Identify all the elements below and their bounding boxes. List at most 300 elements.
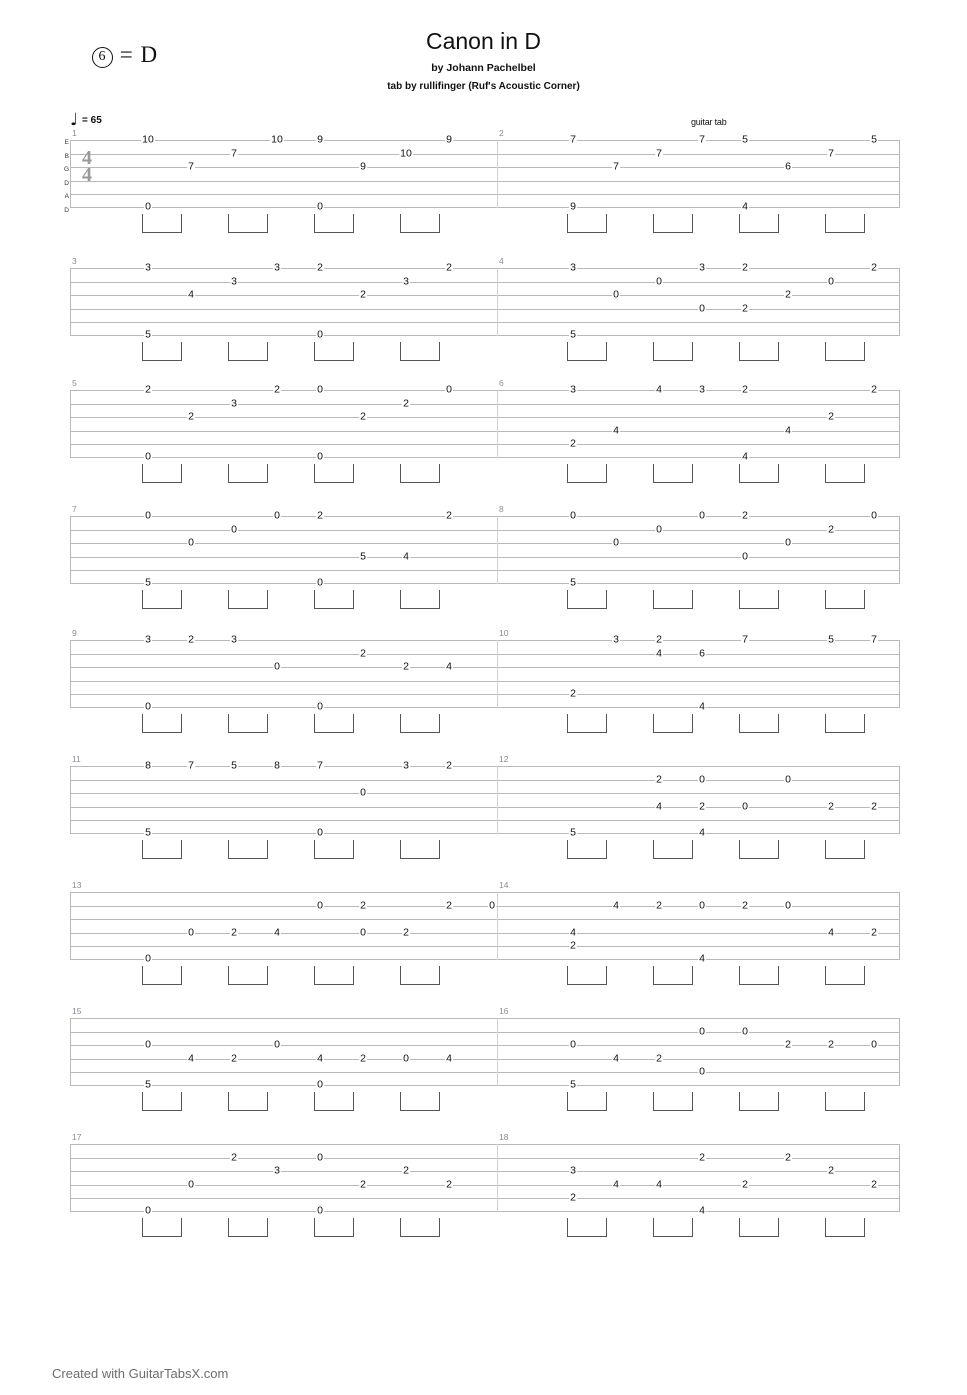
barline [497, 516, 498, 584]
fret-number: 0 [570, 1038, 576, 1051]
staff-line [70, 833, 900, 834]
fret-number: 3 [403, 759, 409, 772]
fret-number: 4 [403, 550, 409, 562]
fret-number: 0 [145, 1038, 151, 1051]
barline [70, 390, 71, 458]
fret-number: 5 [570, 576, 576, 589]
rhythm-beam [653, 342, 693, 361]
staff-line [70, 583, 900, 584]
rhythm-beam [825, 966, 865, 985]
fret-number: 5 [231, 759, 237, 772]
fret-number: 2 [317, 261, 323, 274]
time-signature [82, 147, 92, 186]
rhythm-beam [739, 1218, 779, 1237]
measure-number: 5 [72, 378, 77, 388]
fret-number: 5 [145, 826, 151, 839]
fret-number: 2 [360, 288, 366, 301]
rhythm-beam [142, 342, 182, 361]
staff-line [70, 207, 900, 208]
staff-line [70, 654, 900, 655]
string-name: G [63, 166, 69, 173]
staff-line [70, 194, 900, 195]
rhythm-beam [739, 214, 779, 233]
fret-number: 5 [871, 133, 877, 146]
rhythm-beam [567, 840, 607, 859]
fret-number: 2 [403, 1164, 409, 1177]
fret-number: 0 [699, 1025, 705, 1037]
measure-number: 10 [499, 628, 509, 638]
tab-staff [70, 390, 900, 458]
barline [497, 892, 498, 960]
barline [70, 268, 71, 336]
fret-number: 4 [613, 899, 619, 911]
fret-number: 2 [403, 397, 409, 409]
rhythm-beam [825, 840, 865, 859]
fret-number: 7 [231, 147, 237, 159]
rhythm-beam [228, 464, 268, 483]
fret-number: 2 [446, 509, 452, 522]
fret-number: 7 [317, 759, 323, 772]
fret-number: 0 [699, 1065, 705, 1078]
staff-line [70, 322, 900, 323]
instrument-label: guitar tab [691, 117, 727, 127]
fret-number: 3 [570, 261, 576, 274]
fret-number: 5 [360, 550, 366, 562]
fret-number: 2 [828, 523, 834, 535]
rhythm-beam [228, 1218, 268, 1237]
fret-number: 3 [274, 261, 280, 274]
fret-number: 10 [142, 133, 154, 146]
fret-number: 4 [570, 926, 576, 938]
fret-number: 2 [446, 899, 452, 911]
fret-number: 6 [785, 160, 791, 173]
rhythm-beam [653, 840, 693, 859]
fret-number: 7 [871, 633, 877, 646]
fret-number: 5 [570, 826, 576, 839]
fret-number: 0 [317, 328, 323, 341]
fret-number: 4 [188, 288, 194, 301]
fret-number: 2 [742, 383, 748, 396]
measure-number: 7 [72, 504, 77, 514]
fret-number: 4 [742, 450, 748, 463]
rhythm-beam [400, 1218, 440, 1237]
staff-line [70, 444, 900, 445]
fret-number: 0 [613, 536, 619, 549]
staff-line [70, 404, 900, 405]
fret-number: 6 [699, 647, 705, 659]
fret-number: 7 [699, 133, 705, 146]
fret-number: 4 [742, 200, 748, 213]
tab-staff [70, 268, 900, 336]
rhythm-beam [567, 464, 607, 483]
fret-number: 2 [656, 773, 662, 785]
tab-staff [70, 1018, 900, 1086]
rhythm-beam [228, 590, 268, 609]
fret-number: 2 [188, 633, 194, 646]
fret-number: 0 [742, 1025, 748, 1037]
staff-line [70, 181, 900, 182]
fret-number: 2 [871, 261, 877, 274]
tuning-note: = D [119, 42, 159, 67]
fret-number: 2 [828, 1038, 834, 1051]
tab-staff [70, 892, 900, 960]
fret-number: 3 [231, 397, 237, 409]
measure-number: 2 [499, 128, 504, 138]
time-signature-denominator: 4 [82, 164, 92, 186]
measure-number: 1 [72, 128, 77, 138]
fret-number: 0 [145, 509, 151, 522]
fret-number: 0 [145, 1204, 151, 1217]
staff-line [70, 140, 900, 141]
fret-number: 3 [145, 261, 151, 274]
rhythm-beam [567, 214, 607, 233]
tab-staff [70, 140, 900, 208]
measure-number: 12 [499, 754, 509, 764]
staff-line [70, 707, 900, 708]
staff-line [70, 946, 900, 947]
fret-number: 2 [317, 509, 323, 522]
fret-number: 9 [317, 133, 323, 146]
rhythm-beam [653, 214, 693, 233]
rhythm-beam [567, 590, 607, 609]
fret-number: 10 [400, 147, 412, 159]
rhythm-beam [314, 590, 354, 609]
rhythm-beam [567, 1092, 607, 1111]
fret-number: 2 [446, 759, 452, 772]
barline [70, 1018, 71, 1086]
fret-number: 2 [231, 1052, 237, 1064]
fret-number: 2 [742, 899, 748, 911]
measure-number: 18 [499, 1132, 509, 1142]
fret-number: 0 [145, 450, 151, 463]
staff-line [70, 780, 900, 781]
fret-number: 3 [145, 633, 151, 646]
rhythm-beam [400, 1092, 440, 1111]
footer-credit: Created with GuitarTabsX.com [52, 1366, 229, 1381]
fret-number: 4 [828, 926, 834, 938]
fret-number: 3 [403, 275, 409, 287]
fret-number: 0 [317, 899, 323, 911]
rhythm-beam [825, 714, 865, 733]
fret-number: 5 [570, 1078, 576, 1091]
staff-line [70, 1144, 900, 1145]
fret-number: 4 [785, 424, 791, 436]
fret-number: 3 [570, 1164, 576, 1177]
rhythm-beam [653, 966, 693, 985]
staff-line [70, 1032, 900, 1033]
rhythm-beam [739, 342, 779, 361]
fret-number: 0 [360, 926, 366, 938]
rhythm-beam [314, 840, 354, 859]
fret-number: 4 [699, 952, 705, 965]
fret-number: 0 [188, 536, 194, 549]
fret-number: 0 [785, 536, 791, 549]
rhythm-beam [567, 342, 607, 361]
measure-number: 17 [72, 1132, 82, 1142]
measure-number: 6 [499, 378, 504, 388]
fret-number: 7 [613, 160, 619, 173]
rhythm-beam [228, 840, 268, 859]
staff-line [70, 681, 900, 682]
fret-number: 3 [613, 633, 619, 646]
fret-number: 2 [871, 383, 877, 396]
rhythm-beam [825, 590, 865, 609]
fret-number: 0 [489, 899, 495, 911]
rhythm-beam [653, 1218, 693, 1237]
barline [899, 268, 900, 336]
barline [70, 1144, 71, 1212]
rhythm-beam [142, 840, 182, 859]
fret-number: 2 [656, 899, 662, 911]
time-signature-numerator: 4 [82, 147, 92, 169]
staff-line [70, 309, 900, 310]
fret-number: 4 [656, 1178, 662, 1190]
fret-number: 0 [699, 899, 705, 911]
fret-number: 5 [145, 576, 151, 589]
fret-number: 0 [785, 899, 791, 911]
rhythm-beam [314, 714, 354, 733]
string-name: D [64, 206, 69, 214]
fret-number: 9 [570, 200, 576, 213]
rhythm-beam [142, 590, 182, 609]
staff-line [70, 1171, 900, 1172]
rhythm-beam [825, 1218, 865, 1237]
page-title: Canon in D [425, 28, 542, 54]
rhythm-beam [142, 1092, 182, 1111]
rhythm-beam [228, 1092, 268, 1111]
tab-staff [70, 516, 900, 584]
fret-number: 0 [317, 1151, 323, 1163]
rhythm-beam [142, 1218, 182, 1237]
fret-number: 7 [656, 147, 662, 159]
fret-number: 0 [446, 383, 452, 396]
tab-staff [70, 640, 900, 708]
fret-number: 2 [785, 288, 791, 301]
fret-number: 2 [570, 1191, 576, 1204]
fret-number: 0 [317, 826, 323, 839]
fret-number: 2 [828, 410, 834, 423]
tabber-credit: tab by rullifinger (Ruf's Acoustic Corner) [387, 81, 580, 92]
fret-number: 2 [145, 383, 151, 396]
measure-number: 11 [72, 754, 81, 764]
fret-number: 4 [317, 1052, 323, 1064]
fret-number: 4 [656, 383, 662, 396]
fret-number: 2 [785, 1151, 791, 1163]
fret-number: 4 [656, 800, 662, 812]
tab-staff [70, 1144, 900, 1212]
fret-number: 0 [231, 523, 237, 535]
rhythm-beam [400, 214, 440, 233]
fret-number: 0 [145, 700, 151, 713]
measure-number: 4 [499, 256, 504, 266]
fret-number: 0 [699, 773, 705, 785]
fret-number: 2 [656, 1052, 662, 1064]
measure-number: 13 [72, 880, 82, 890]
tempo-marking [70, 110, 102, 130]
staff-line [70, 694, 900, 695]
string-name-column [61, 136, 69, 217]
barline [899, 1018, 900, 1086]
staff-line [70, 557, 900, 558]
fret-number: 4 [446, 1052, 452, 1064]
fret-number: 2 [871, 800, 877, 812]
measure-number: 14 [499, 880, 509, 890]
fret-number: 0 [317, 383, 323, 396]
barline [70, 892, 71, 960]
rhythm-beam [653, 464, 693, 483]
staff-line [70, 820, 900, 821]
barline [497, 268, 498, 336]
fret-number: 5 [828, 633, 834, 646]
rhythm-beam [567, 1218, 607, 1237]
fret-number: 2 [360, 410, 366, 423]
rhythm-beam [739, 1092, 779, 1111]
rhythm-beam [739, 840, 779, 859]
fret-number: 2 [188, 410, 194, 423]
fret-number: 2 [742, 1178, 748, 1190]
staff-line [70, 793, 900, 794]
rhythm-beam [400, 840, 440, 859]
fret-number: 2 [570, 687, 576, 700]
fret-number: 2 [570, 939, 576, 952]
rhythm-beam [653, 590, 693, 609]
fret-number: 0 [145, 200, 151, 213]
fret-number: 2 [403, 660, 409, 673]
rhythm-beam [400, 714, 440, 733]
fret-number: 2 [231, 926, 237, 938]
rhythm-beam [228, 714, 268, 733]
fret-number: 5 [742, 133, 748, 146]
measure-number: 8 [499, 504, 504, 514]
fret-number: 0 [317, 450, 323, 463]
tempo-value: = 65 [82, 115, 102, 126]
fret-number: 0 [613, 288, 619, 301]
staff-line [70, 154, 900, 155]
fret-number: 2 [656, 633, 662, 646]
fret-number: 0 [742, 800, 748, 812]
rhythm-beam [567, 966, 607, 985]
fret-number: 0 [699, 302, 705, 314]
barline [899, 390, 900, 458]
fret-number: 4 [613, 424, 619, 436]
fret-number: 2 [360, 899, 366, 911]
rhythm-beam [228, 214, 268, 233]
staff-line [70, 457, 900, 458]
fret-number: 4 [699, 700, 705, 713]
fret-number: 7 [188, 160, 194, 173]
rhythm-beam [739, 464, 779, 483]
fret-number: 3 [570, 383, 576, 396]
fret-number: 0 [570, 509, 576, 522]
rhythm-beam [400, 342, 440, 361]
rhythm-beam [142, 966, 182, 985]
rhythm-beam [825, 342, 865, 361]
staff-line [70, 390, 900, 391]
fret-number: 0 [188, 926, 194, 938]
rhythm-beam [228, 342, 268, 361]
fret-number: 7 [742, 633, 748, 646]
staff-line [70, 906, 900, 907]
fret-number: 5 [145, 1078, 151, 1091]
staff-line [70, 667, 900, 668]
fret-number: 9 [360, 160, 366, 173]
rhythm-beam [228, 966, 268, 985]
staff-line [70, 1198, 900, 1199]
fret-number: 2 [570, 437, 576, 450]
fret-number: 0 [274, 660, 280, 673]
rhythm-beam [142, 214, 182, 233]
fret-number: 0 [742, 550, 748, 562]
fret-number: 2 [699, 800, 705, 812]
fret-number: 5 [145, 328, 151, 341]
staff-line [70, 1158, 900, 1159]
fret-number: 4 [656, 647, 662, 659]
rhythm-beam [739, 966, 779, 985]
fret-number: 7 [828, 147, 834, 159]
barline [70, 766, 71, 834]
fret-number: 4 [188, 1052, 194, 1064]
rhythm-beam [825, 464, 865, 483]
composer-line: by Johann Pachelbel [431, 62, 536, 74]
barline [497, 766, 498, 834]
rhythm-beam [314, 966, 354, 985]
fret-number: 2 [403, 926, 409, 938]
rhythm-beam [653, 1092, 693, 1111]
fret-number: 0 [656, 275, 662, 287]
rhythm-beam [314, 214, 354, 233]
rhythm-beam [314, 342, 354, 361]
barline [70, 640, 71, 708]
barline [497, 390, 498, 458]
rhythm-beam [142, 714, 182, 733]
fret-number: 2 [360, 1052, 366, 1064]
fret-number: 2 [446, 261, 452, 274]
rhythm-beam [739, 714, 779, 733]
barline [899, 1144, 900, 1212]
fret-number: 2 [828, 800, 834, 812]
fret-number: 3 [231, 275, 237, 287]
fret-number: 10 [271, 133, 283, 146]
staff-line [70, 431, 900, 432]
rhythm-beam [739, 590, 779, 609]
fret-number: 0 [317, 576, 323, 589]
rhythm-beam [314, 1218, 354, 1237]
rhythm-beam [400, 966, 440, 985]
fret-number: 3 [274, 1164, 280, 1177]
staff-line [70, 1211, 900, 1212]
fret-number: 4 [446, 660, 452, 673]
fret-number: 2 [871, 1178, 877, 1190]
barline [70, 140, 71, 208]
fret-number: 3 [699, 383, 705, 396]
staff-line [70, 530, 900, 531]
fret-number: 0 [274, 1038, 280, 1051]
measure-number: 16 [499, 1006, 509, 1016]
measure-number: 15 [72, 1006, 82, 1016]
fret-number: 8 [145, 759, 151, 772]
fret-number: 0 [317, 1078, 323, 1091]
measure-number: 3 [72, 256, 77, 266]
fret-number: 0 [785, 773, 791, 785]
barline [899, 766, 900, 834]
rhythm-beam [142, 464, 182, 483]
measure-number: 9 [72, 628, 77, 638]
fret-number: 5 [570, 328, 576, 341]
staff-line [70, 516, 900, 517]
fret-number: 2 [742, 302, 748, 314]
fret-number: 2 [871, 926, 877, 938]
fret-number: 4 [613, 1178, 619, 1190]
